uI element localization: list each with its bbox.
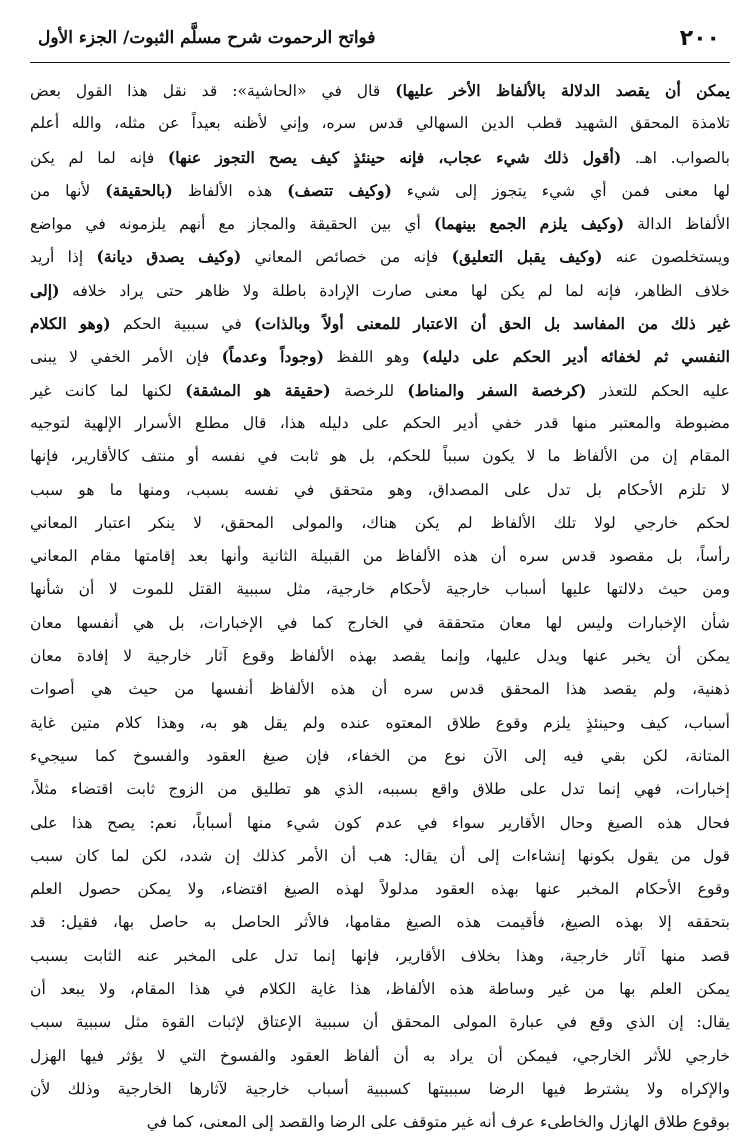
text-segment: ويستخلصون عنه <box>602 248 730 267</box>
text-segment: وهو اللفظ <box>323 348 423 367</box>
text-segment: عليه الحكم للتعذر <box>586 381 730 400</box>
text-segment: لها معنى فمن أي شيء يتجوز إلى شيء <box>391 181 730 200</box>
text-line <box>30 640 730 673</box>
bold-text-segment: يمكن أن يقصد الدلالة بالألفاظ الأخر عليها) <box>395 81 730 100</box>
text-segment: ومن حيث دلالتها عليها أسباب خارجية لأحكام خارجية، مثل سببية القتل للموت لا أن شأنها <box>30 580 730 599</box>
text-segment: لا تلزم الأحكام بل تدل على المصداق، وهو متحقق في نفسه بسبب، ومنها ما هو سبب <box>30 480 730 499</box>
header-rule <box>30 62 730 63</box>
text-line <box>30 906 730 939</box>
text-line <box>30 940 730 973</box>
text-line <box>30 740 730 773</box>
text-segment: الألفاظ الدالة <box>624 215 730 234</box>
text-segment: فحال هذه الصيغ وحال الأقارير سواء في عدم كون شيء منها أسباباً، نعم: يصح هذا على <box>30 813 730 832</box>
text-line <box>30 374 730 407</box>
text-line <box>30 507 730 540</box>
text-line <box>30 573 730 606</box>
text-segment: قول من يقول بكونها إنشاءات إلى أن يقال: هب أن الأمر كذلك إن شدد، لكن لما كان سبب <box>30 846 730 865</box>
text-segment: أي بين الحقيقة والمجاز مع أنهم يلزمونه في مواضع <box>30 215 434 234</box>
text-line <box>30 274 730 307</box>
text-line <box>30 773 730 806</box>
bold-text-segment: (وكيف يقبل التعليق) <box>451 247 603 267</box>
text-segment: يقال: إن الذي وقع في عبارة المولى المحقق أن سببية الإعتاق لإثبات القوة مثل سببية سبب <box>30 1013 730 1032</box>
text-line <box>30 474 730 507</box>
text-line <box>30 1006 730 1039</box>
bold-text-segment: (وكيف يلزم الجمع بينهما) <box>433 214 625 234</box>
text-line <box>30 807 730 840</box>
text-line <box>30 1040 730 1073</box>
text-line <box>30 407 730 440</box>
text-segment: يمكن أن يخبر عنها ويدل عليها، وإنما يقصد بهذه الألفاظ وقوع آثار خارجية لا إفادة معان <box>30 647 730 666</box>
text-segment: بوقوع طلاق الهازل والخاطىء عرف أنه غير متوقف على الرضا والقصد إلى المعنى، كما في <box>146 1113 730 1132</box>
text-line <box>30 840 730 873</box>
running-title: فواتح الرحموت شرح مسلَّم الثبوت/ الجزء الأول <box>38 28 376 48</box>
bold-text-segment: (حقيقة هو المشقة) <box>185 380 331 400</box>
text-line <box>30 540 730 573</box>
text-segment: لكنها لما كانت غير <box>30 381 186 400</box>
text-segment: قال في «الحاشية»: قد نقل هذا القول بعض <box>30 82 396 100</box>
text-line <box>30 307 730 340</box>
text-segment: مضبوطة والمعتبر منها قدر خفي أدير الحكم على دليله هذا، قال مطلع الأسرار الإلهية لتوجيه <box>30 413 730 432</box>
bold-text-segment: (إلى <box>30 280 60 300</box>
text-line <box>30 340 730 373</box>
text-segment: تلامذة المحقق الشهيد قطب الدين السهالي قدس سره، وإني لأظنه بعيداً عن مثله، والله أعلم <box>30 114 730 133</box>
text-line <box>30 107 730 140</box>
text-segment: إذا أريد <box>30 248 97 267</box>
text-line <box>30 74 730 107</box>
text-segment: يمكن العلم بها من غير وساطة هذه الألفاظ، هذا غاية الكلام في هذا المقام، ولا يبعد أن <box>30 980 730 999</box>
bold-text-segment: غير ذلك من المفاسد بل الحق أن الاعتبار للمعنى أولاً وبالذات) <box>254 314 730 334</box>
page <box>30 20 730 1132</box>
text-segment: خارجي للأثر الخارجي، فيمكن أن يراد به أن ألفاظ العقود والفسوخ التي لا يؤثر فيها الهزل <box>30 1046 730 1065</box>
text-line <box>30 207 730 240</box>
text-segment: رأساً، بل مقصود قدس سره أن هذه الألفاظ من القبيلة الثانية وأنها بعد إقامتها مقام المعاني <box>30 547 730 566</box>
text-line <box>30 1106 730 1139</box>
text-segment: لحكم خارجي لولا تلك الألفاظ لم يكن هناك، والمولى المحقق، لا ينكر اعتبار المعاني <box>30 513 730 532</box>
text-segment: فإن الأمر الخفي لا يبنى <box>30 348 222 367</box>
text-segment: المتانة، لكن بقي فيه إلى الآن نوع من الخفاء، فإن صيغ العقود والفسوخ كما سيجيء <box>30 746 730 765</box>
body-text <box>30 74 730 1140</box>
text-line <box>30 873 730 906</box>
text-segment: فإنه لما لم يكن <box>30 148 168 167</box>
text-line <box>30 673 730 706</box>
text-segment: لأنها من <box>30 181 106 200</box>
bold-text-segment: (وكيف يصدق ديانة) <box>96 247 242 267</box>
text-segment: شأن الإخبارات وليس لها معان متحققة في الخارج كما في الإخبارات، بل هي أنفسها معان <box>30 613 730 632</box>
bold-text-segment: النفسي ثم لخفائه أدير الحكم على دليله) <box>422 347 730 367</box>
text-line <box>30 141 730 174</box>
text-segment: خلاف الظاهر، فإنه لما لم يكن لها معنى صارت الإرادة باطلة ولا ظاهر حتى يراد خلافه <box>59 281 730 300</box>
text-segment: فإنه من خصائص المعاني <box>241 248 452 267</box>
text-line <box>30 174 730 207</box>
text-segment: بالصواب. اهـ. <box>621 148 730 167</box>
text-segment: هذه الألفاظ <box>172 181 288 200</box>
bold-text-segment: (كرخصة السفر والمناط) <box>407 380 587 400</box>
bold-text-segment: (أقول ذلك شيء عجاب، فإنه حينئذٍ كيف يصح التجوز عنها) <box>167 147 622 167</box>
text-segment: إخبارات، فهي إنما تدل على طلاق واقع بسببه، الذي هو تطليق من الزوج ثابت اقتضاء مثلاً، <box>30 780 730 799</box>
text-segment: بتحققه إلا بهذه الصيغ، فأقيمت هذه الصيغ مقامها، فالأثر الحاصل به حاصل بها، فقيل: قد <box>30 913 730 932</box>
text-segment: للرخصة <box>330 381 408 400</box>
text-segment: والإكراه ولا يشترط فيها الرضا سببيتها كسببية أسباب خارجية لآثارها الخارجية وذلك لأن <box>30 1079 730 1098</box>
text-line <box>30 1073 730 1106</box>
text-segment: قصد منها آثار خارجية، وهذا بخلاف الأقارير، فإنها إنما تدل على المخبر عنه الثابت بسبب <box>30 946 730 965</box>
bold-text-segment: (بالحقيقة) <box>105 180 173 200</box>
text-line <box>30 240 730 273</box>
page-number: ٢٠٠ <box>679 26 720 51</box>
bold-text-segment: (وهو الكلام <box>30 314 111 334</box>
bold-text-segment: (وجوداً وعدماً) <box>221 347 324 367</box>
text-line <box>30 607 730 640</box>
text-line <box>30 440 730 473</box>
text-segment: أسباب، كيف وحينئذٍ يلزم وقوع طلاق المعتوه عنده ولم يقل هو به، وهذا كلام متين غاية <box>30 713 730 732</box>
text-segment: في سببية الحكم <box>110 315 255 334</box>
bold-text-segment: (وكيف تتصف) <box>287 180 392 200</box>
page-header <box>30 20 730 60</box>
text-segment: المقام إن من الألفاظ ما لا يكون سبباً للحكم، بل هو ثابت في نفسه أو منتف كالأقارير، فإنها <box>30 447 730 466</box>
text-segment: ذهنية، ولم يقصد هذا المحقق قدس سره أن هذه الألفاظ أنفسها من حيث هي أصوات <box>30 680 730 699</box>
text-segment: وقوع الأحكام المخبر عنها بهذه العقود مدلولاً لهذه الصيغ اقتضاء، ولا يمكن حصول العلم <box>30 880 730 899</box>
text-line <box>30 973 730 1006</box>
text-line <box>30 707 730 740</box>
